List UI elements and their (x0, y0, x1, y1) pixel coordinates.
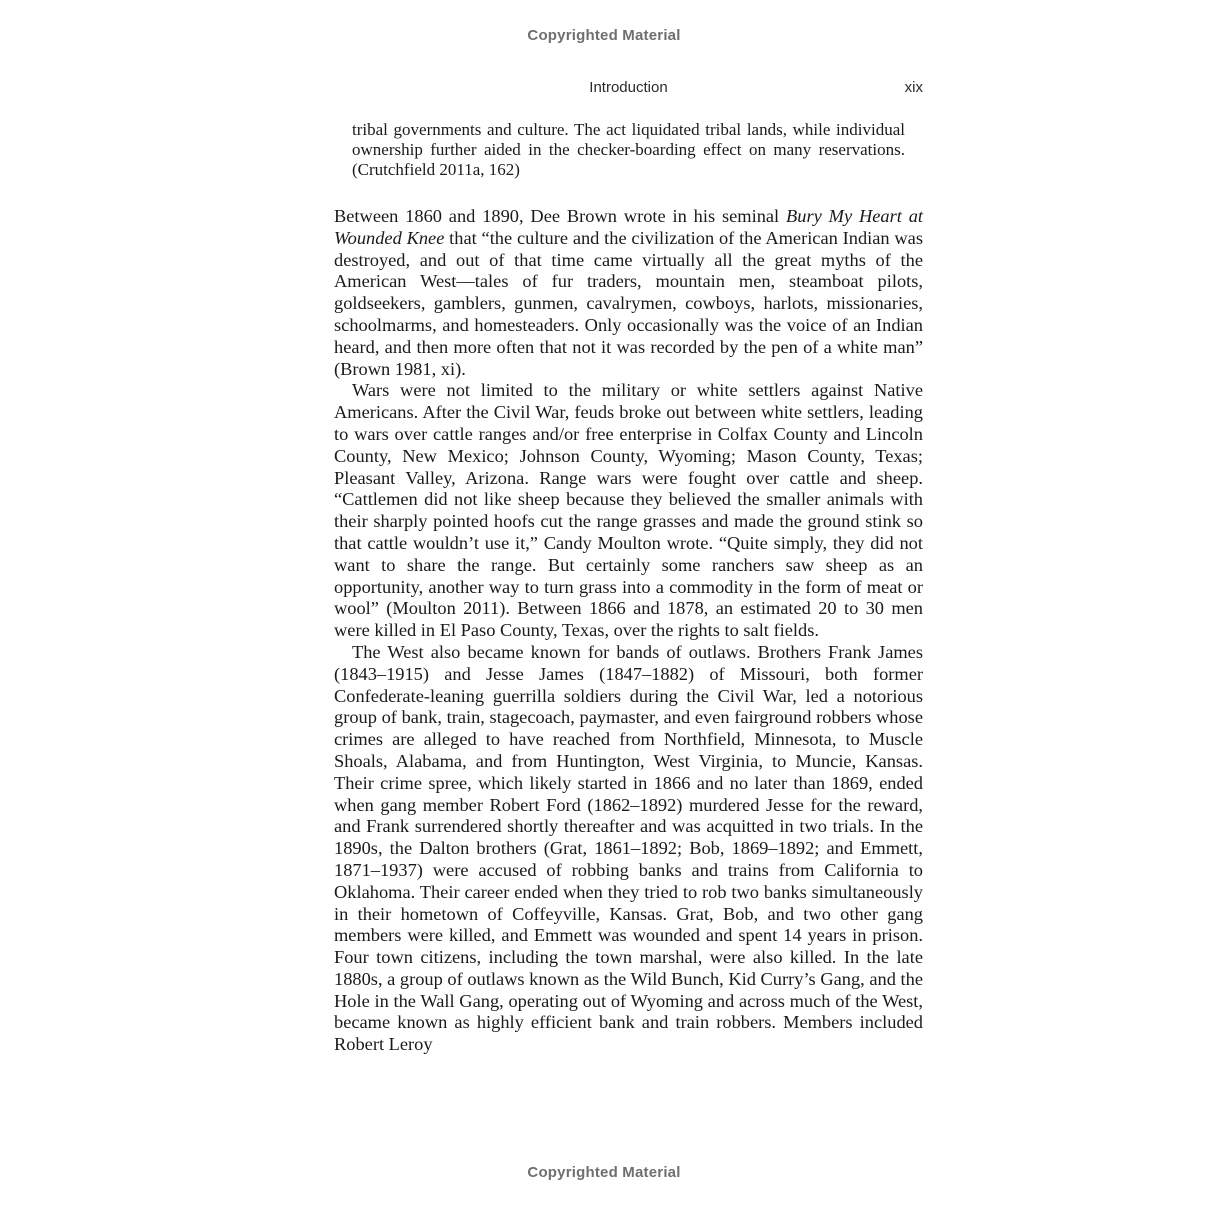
paragraph-1 (334, 206, 923, 380)
block-quote: tribal governments and culture. The act liquidated tribal lands, while individual ownership further aided in the checker-boarding effect on many reservations. (Crutchfield 2011a, 162) (352, 120, 905, 179)
page-number: xix (904, 79, 923, 96)
copyright-watermark-top: Copyrighted Material (527, 27, 681, 44)
running-head (334, 79, 923, 99)
paragraph-1-rest: that “the culture and the civilization of the American Indian was destroyed, and out of that time came virtually all the great myths of the American West—tales of fur traders, mountain men, steamboat pilots, goldseekers, gamblers, gunmen, cavalrymen, cowboys, harlots, missionaries, schoolmarms, and homesteaders. Only occasionally was the voice of an Indian heard, and then more often that not it was recorded by the pen of a white man” (Brown 1981, xi). (334, 227, 924, 379)
paragraph-3: The West also became known for bands of outlaws. Brothers Frank James (1843–1915) and Jesse James (1847–1882) of Missouri, both former Confederate-leaning guerrilla soldiers during the Civil War, led a notorious group of bank, train, stagecoach, paymaster, and even fairground robbers whose crimes are alleged to have reached from Northfield, Minnesota, to Muscle Shoals, Alabama, and from Huntington, West Virginia, to Muncie, Kansas. Their crime spree, which likely started in 1866 and no later than 1869, ended when gang member Robert Ford (1862–1892) murdered Jesse for the reward, and Frank surrendered shortly thereafter and was acquitted in two trials. In the 1890s, the Dalton brothers (Grat, 1861–1892; Bob, 1869–1892; and Emmett, 1871–1937) were accused of robbing banks and trains from California to Oklahoma. Their career ended when they tried to rob two banks simultaneously in their hometown of Coffeyville, Kansas. Grat, Bob, and two other gang members were killed, and Emmett was wounded and spent 14 years in prison. Four town citizens, including the town marshal, were also killed. In the late 1880s, a group of outlaws known as the Wild Bunch, Kid Curry’s Gang, and the Hole in the Wall Gang, operating out of Wyoming and across much of the West, became known as highly efficient bank and train robbers. Members included Robert Leroy (334, 641, 923, 1055)
running-title: Introduction (589, 79, 668, 96)
copyright-watermark-bottom: Copyrighted Material (527, 1164, 681, 1181)
paragraph-1-lead: Between 1860 and 1890, Dee Brown wrote in his seminal (334, 206, 787, 226)
book-title-italic: Bury My Heart at Wounded Knee (334, 206, 924, 248)
body-text (334, 206, 923, 1056)
paragraph-2: Wars were not limited to the military or white settlers against Native Americans. After the Civil War, feuds broke out between white settlers, leading to wars over cattle ranges and/or free enterprise in Colfax County and Lincoln County, New Mexico; Johnson County, Wyoming; Mason County, Texas; Pleasant Valley, Arizona. Range wars were fought over cattle and sheep. “Cattlemen did not like sheep because they believed the smaller animals with their sharply pointed hoofs cut the range grasses and made the ground stink so that cattle wouldn’t use it,” Candy Moulton wrote. “Quite simply, they did not want to share the range. But certainly some ranchers saw sheep as an opportunity, another way to turn grass into a commodity in the form of meat or wool” (Moulton 2011). Between 1866 and 1878, an estimated 20 to 30 men were killed in El Paso County, Texas, over the rights to salt fields. (334, 380, 923, 641)
